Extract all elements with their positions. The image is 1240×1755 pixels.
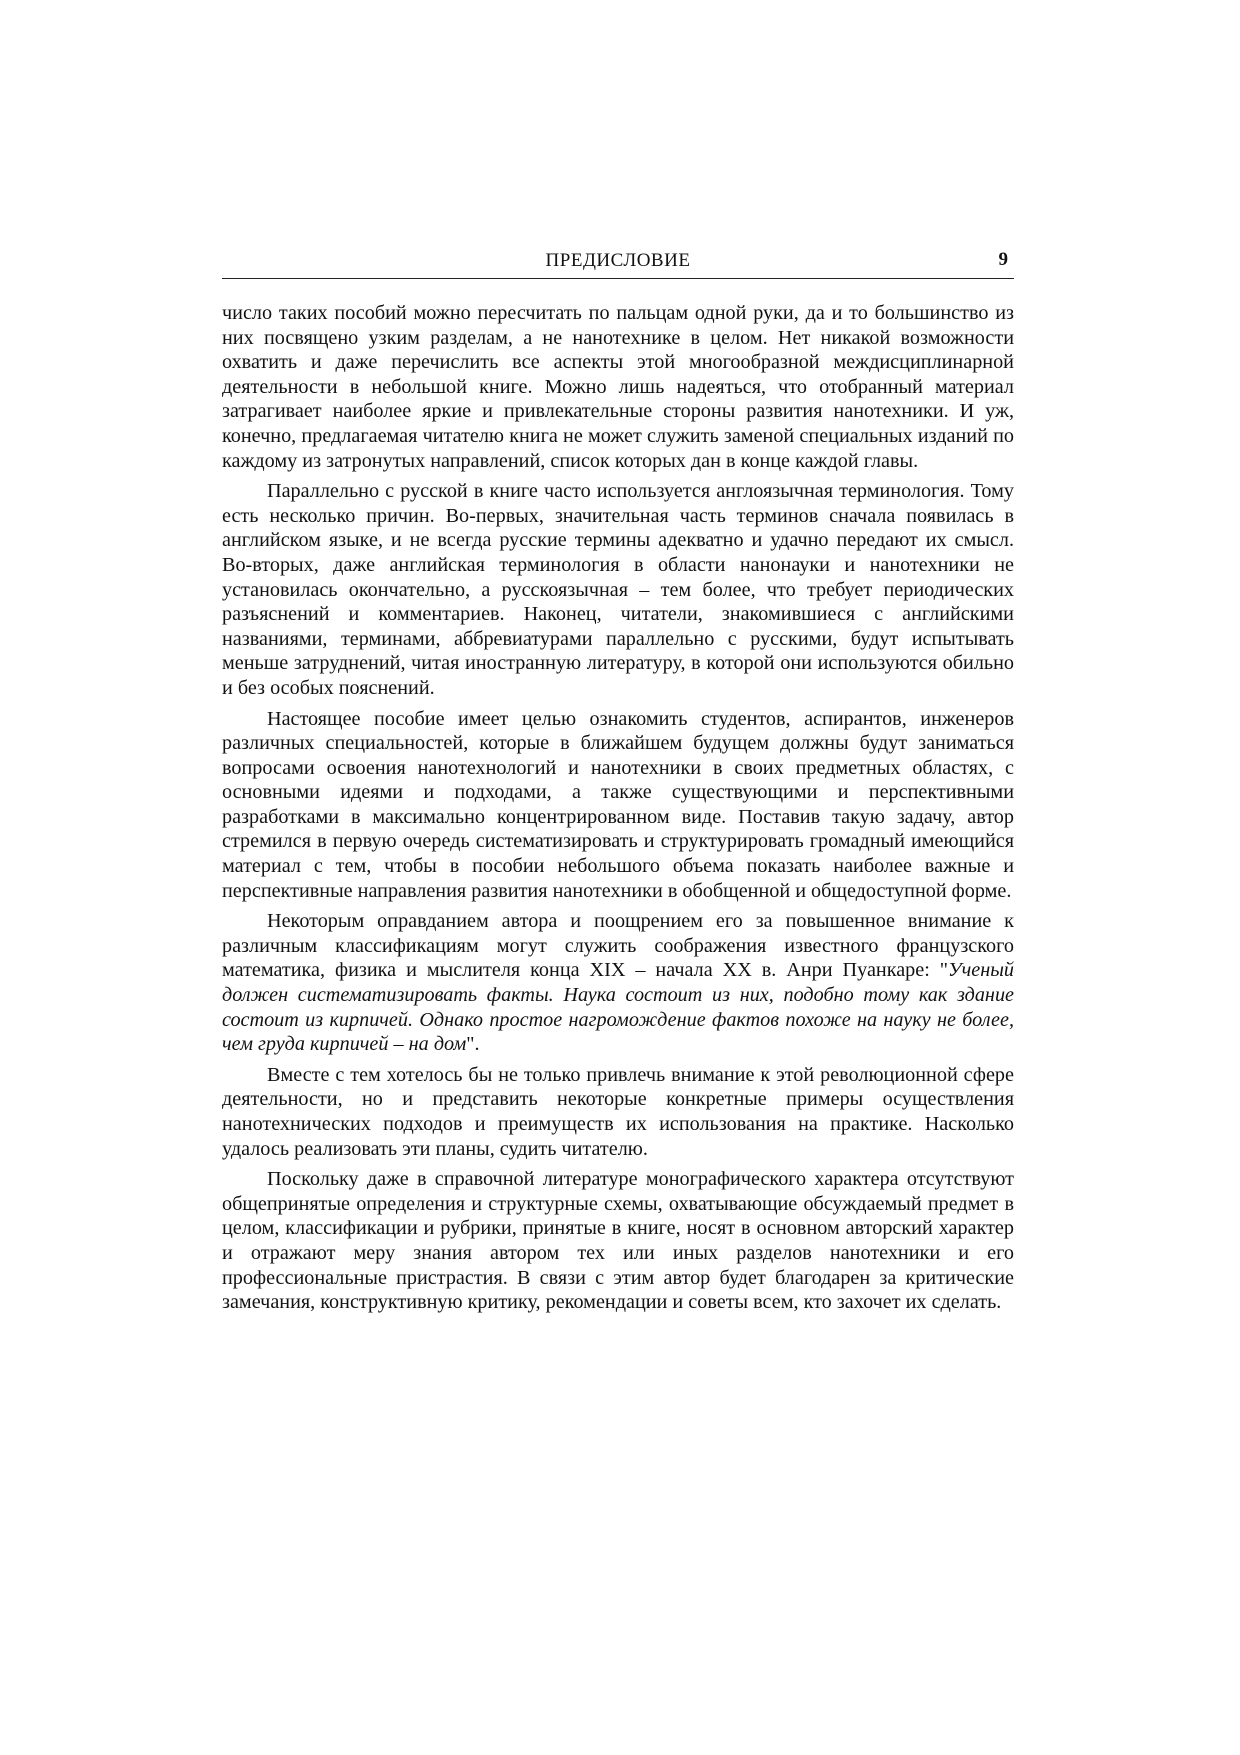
paragraph-1: число таких пособий можно пересчитать по пальцам одной руки, да и то большинство из них посвящено узким разделам, а не нанотехнике в целом. Нет никакой возможности охватить и даже перечислить все аспекты этой многообразной междисциплинарной деятельности в небольшой книге. Можно лишь надеяться, что отобранный материал затрагивает наиболее яркие и привлекательные стороны развития нанотехники. И уж, конечно, предлагаемая читателю книга не может служить заменой специальных изданий по каждому из затронутых направлений, список которых дан в конце каждой главы.: [222, 302, 1014, 472]
paragraph-4-tail: ".: [466, 1033, 480, 1056]
paragraph-6: Поскольку даже в справочной литературе монографического характера отсутствуют общепринятые определения и структурные схемы, охватывающие обсуждаемый предмет в целом, классификации и рубрики, принятые в книге, носят в основном авторский характер и отражают меру знания автором тех или иных разделов нанотехники и его профессиональные пристрастия. В связи с этим автор будет благодарен за критические замечания, конструктивную критику, рекомендации и советы всем, кто захочет их сделать.: [222, 1168, 1014, 1314]
running-header: [222, 248, 1014, 279]
paragraph-4: [222, 909, 1014, 1057]
body-text: [222, 301, 1014, 1315]
poincare-quote: Ученый должен систематизировать факты. Наука состоит из них, подобно тому как здание состоит из кирпичей. Однако простое нагромождение фактов похоже на науку не более, чем груда кирпичей – на дом: [222, 959, 1014, 1056]
paragraph-4-lead: Некоторым оправданием автора и поощрением его за повышенное внимание к различным классификациям могут служить соображения известного французского математика, физика и мыслителя конца XIX – начала XX в. Анри Пуанкаре: ": [222, 910, 1014, 982]
running-title: ПРЕДИСЛОВИЕ: [545, 250, 691, 271]
paragraph-5: Вместе с тем хотелось бы не только привлечь внимание к этой революционной сфере деятельности, но и представить некоторые конкретные примеры осуществления нанотехнических подходов и преимуществ их использования на практике. Насколько удалось реализовать эти планы, судить читателю.: [222, 1063, 1014, 1160]
paragraph-3: Настоящее пособие имеет целью ознакомить студентов, аспирантов, инженеров различных специальностей, которые в ближайшем будущем должны будут заниматься вопросами освоения нанотехнологий и нанотехники в своих предметных областях, с основными идеями и подходами, а также существующими и перспективными разработками в максимально концентрированном виде. Поставив такую задачу, автор стремился в первую очередь систематизировать и структурировать громадный имеющийся материал с тем, чтобы в пособии небольшого объема показать наиболее важные и перспективные направления развития нанотехники в обобщенной и общедоступной форме.: [222, 707, 1014, 902]
page-number: 9: [998, 249, 1008, 270]
paragraph-2: Параллельно с русской в книге часто используется англоязычная терминология. Тому есть несколько причин. Во-первых, значительная часть терминов сначала появилась в английском языке, и не всегда русские термины адекватно и удачно передают их смысл. Во-вторых, даже английская терминология в области нанонауки и нанотехники не установилась окончательно, а русскоязычная – тем более, что требует периодических разъяснений и комментариев. Наконец, читатели, знакомившиеся с английскими названиями, терминами, аббревиатурами параллельно с русскими, будут испытывать меньше затруднений, читая иностранную литературу, в которой они используются обильно и без особых пояснений.: [222, 480, 1014, 699]
book-page: [222, 248, 1014, 1315]
